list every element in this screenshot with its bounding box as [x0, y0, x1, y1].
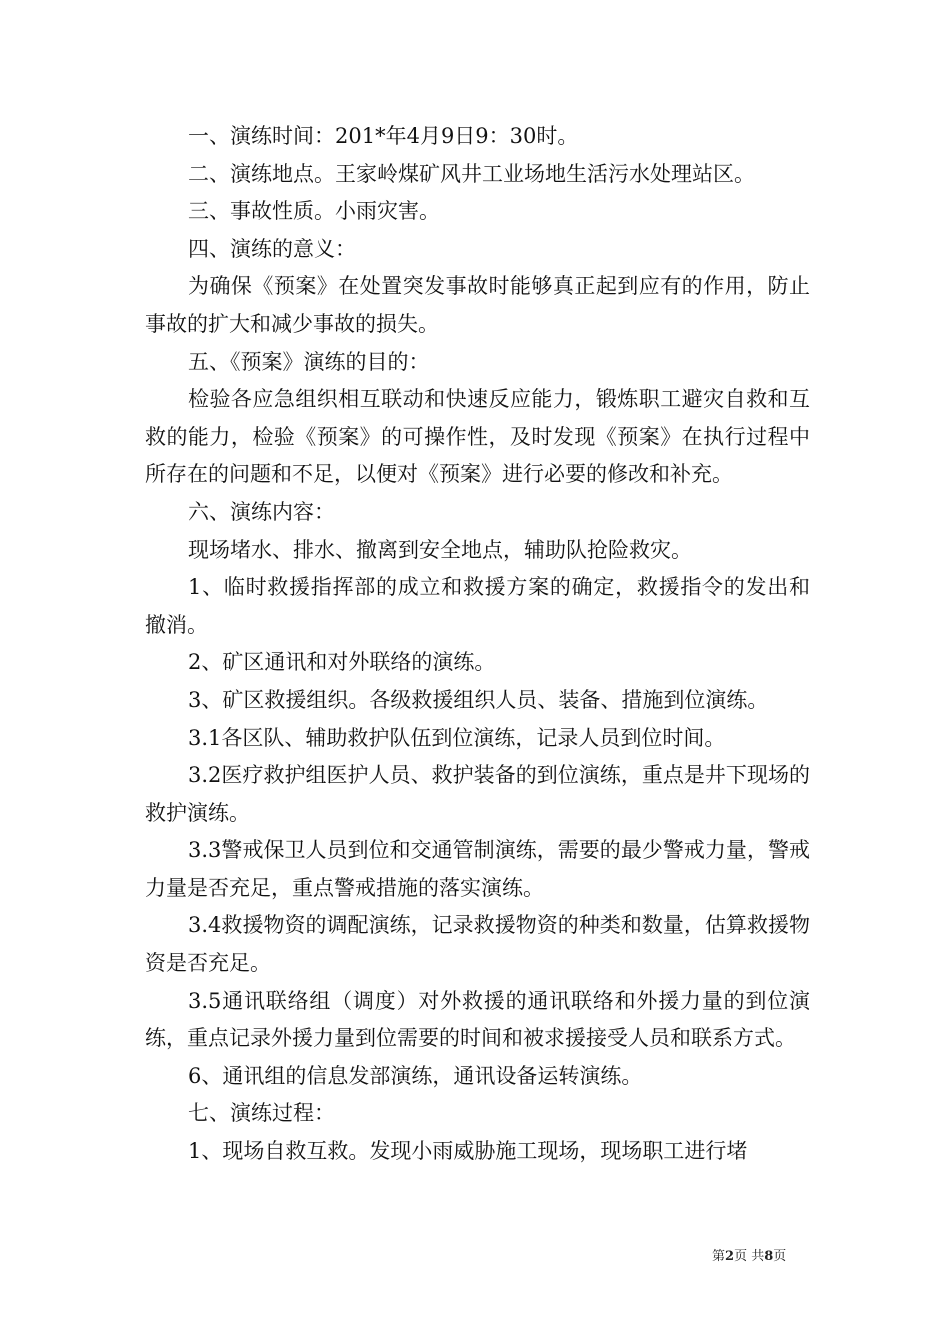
paragraph-drill-location: 二、演练地点。王家岭煤矿风井工业场地生活污水处理站区。: [188, 161, 755, 186]
paragraph-content-summary: 现场堵水、排水、撤离到安全地点，辅助队抢险救灾。: [188, 537, 692, 562]
total-pages-number: 8: [764, 1249, 774, 1264]
footer-suffix: 页: [773, 1249, 787, 1264]
heading-drill-process: 七、演练过程：: [188, 1101, 335, 1126]
heading-drill-content: 六、演练内容：: [188, 499, 335, 524]
list-item-6: 6、通讯组的信息发部演练，通讯设备运转演练。: [188, 1063, 643, 1088]
footer-middle: 页 共: [734, 1249, 765, 1264]
paragraph-accident-nature: 三、事故性质。小雨灾害。: [188, 199, 440, 224]
list-item-3-5: 3.5通讯联络组（调度）对外救援的通讯联络和外援力量的到位演练，重点记录外援力量到位需要的时间和被求援接受人员和联系方式。: [145, 988, 810, 1051]
list-item-3-4: 3.4救援物资的调配演练，记录救援物资的种类和数量，估算救援物资是否充足。: [145, 913, 810, 976]
heading-drill-significance: 四、演练的意义：: [188, 236, 356, 261]
heading-drill-purpose: 五、《预案》演练的目的：: [188, 349, 430, 374]
list-item-1: 1、临时救援指挥部的成立和救援方案的确定，救援指令的发出和撤消。: [145, 575, 810, 637]
page-footer: [712, 1249, 812, 1265]
list-item-3-3: 3.3警戒保卫人员到位和交通管制演练，需要的最少警戒力量，警戒力量是否充足，重点警戒措施的落实演练。: [145, 838, 810, 900]
list-item-3-2: 3.2医疗救护组医护人员、救护装备的到位演练，重点是井下现场的救护演练。: [145, 763, 810, 825]
footer-prefix: 第: [712, 1249, 726, 1264]
current-page-number: 2: [725, 1249, 735, 1264]
paragraph-process-step-1: 1、现场自救互救。发现小雨威胁施工现场，现场职工进行堵: [188, 1139, 748, 1164]
list-item-2: 2、矿区通讯和对外联络的演练。: [188, 650, 496, 675]
paragraph-purpose-text: 检验各应急组织相互联动和快速反应能力，锻炼职工避灾自救和互救的能力，检验《预案》的可操作性，及时发现《预案》在执行过程中所存在的问题和不足，以便对《预案》进行必要的修改和补充。: [145, 387, 810, 487]
list-item-3: 3、矿区救援组织。各级救援组织人员、装备、措施到位演练。: [188, 687, 769, 712]
paragraph-significance-text: 为确保《预案》在处置突发事故时能够真正起到应有的作用，防止事故的扩大和减少事故的损失。: [145, 274, 810, 336]
list-item-3-1: 3.1各区队、辅助救护队伍到位演练，记录人员到位时间。: [188, 725, 726, 750]
paragraph-drill-time: 一、演练时间：201*年4月9日9：30时。: [188, 124, 579, 148]
document-body: [145, 118, 810, 1171]
